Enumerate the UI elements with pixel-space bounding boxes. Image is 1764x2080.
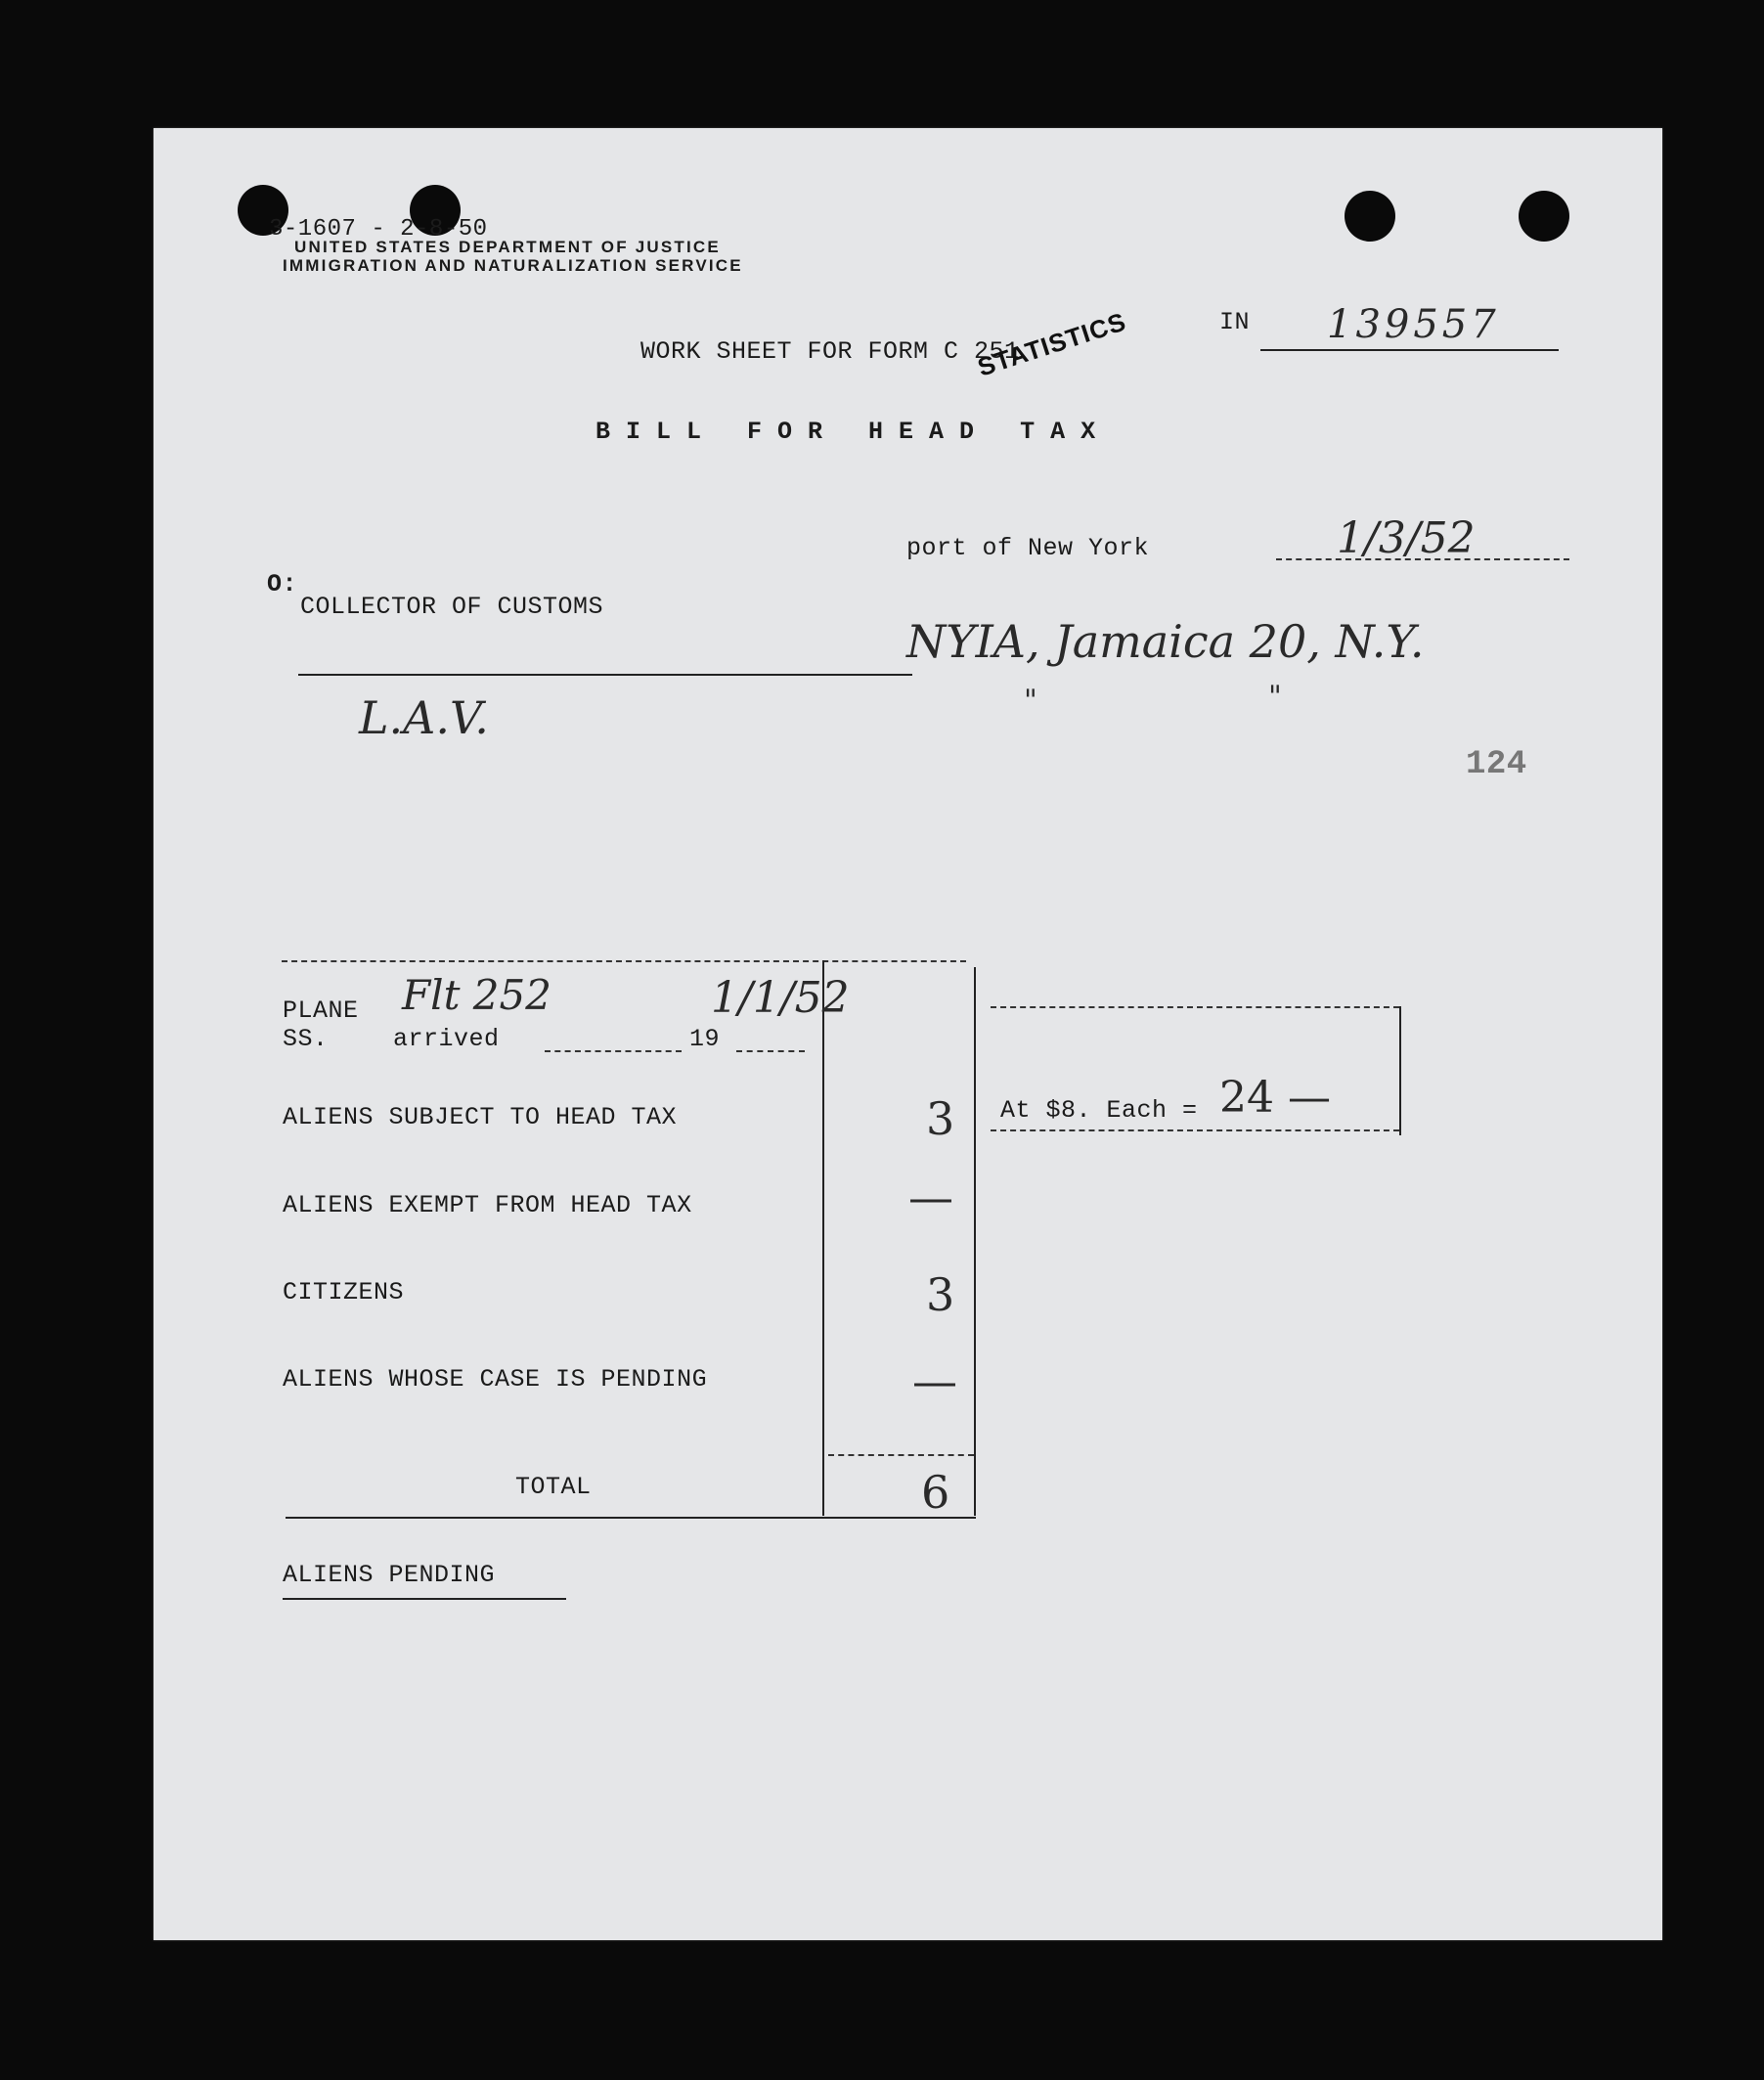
row-value-subject: 3	[926, 1092, 955, 1145]
year-line	[736, 1050, 805, 1052]
table-top-border	[282, 960, 966, 962]
bill-title: B I L L F O R H E A D T A X	[595, 418, 1096, 446]
service-name: IMMIGRATION AND NATURALIZATION SERVICE	[283, 256, 743, 275]
ss-label: SS.	[283, 1025, 329, 1053]
flight-number: Flt 252	[402, 971, 551, 1019]
total-label: TOTAL	[515, 1473, 592, 1501]
port-label: port of New York	[906, 534, 1150, 562]
recipient-location: NYIA, Jamaica 20, N.Y.	[906, 615, 1425, 668]
tax-box-top	[991, 1006, 1399, 1008]
ditto-mark-2: "	[1268, 680, 1282, 714]
arrival-date: 1/1/52	[711, 973, 850, 1023]
row-value-citizens: 3	[926, 1268, 955, 1321]
ditto-mark-1: "	[1024, 684, 1037, 718]
table-divider-left	[822, 960, 824, 1516]
in-label: IN	[1219, 308, 1251, 336]
in-number-underline	[1260, 349, 1559, 351]
statistics-stamp: STATISTICS	[974, 306, 1130, 382]
row-label-pending: ALIENS WHOSE CASE IS PENDING	[283, 1365, 708, 1394]
collector-label: COLLECTOR OF CUSTOMS	[300, 593, 604, 621]
initials: L.A.V.	[359, 691, 489, 744]
year-prefix: 19	[689, 1025, 721, 1053]
table-bottom-border	[286, 1517, 976, 1519]
tax-rate-label: At $8. Each =	[1000, 1096, 1198, 1125]
worksheet-title: WORK SHEET FOR FORM C 251	[640, 337, 1020, 366]
tax-amount: 24 —	[1219, 1073, 1331, 1123]
row-value-pending: —	[912, 1354, 957, 1407]
row-label-subject: ALIENS SUBJECT TO HEAD TAX	[283, 1103, 678, 1131]
arrived-label: arrived	[393, 1025, 500, 1053]
form-number: 3-1607 - 2-8-50	[269, 216, 488, 243]
department-name: UNITED STATES DEPARTMENT OF JUSTICE	[294, 238, 721, 256]
tax-box-right	[1399, 1006, 1401, 1135]
punch-hole-4	[1519, 191, 1569, 242]
plane-label: PLANE	[283, 996, 359, 1025]
to-label: O:	[267, 570, 298, 598]
in-number: 139557	[1327, 302, 1500, 347]
page-number: 124	[1466, 746, 1527, 783]
tax-box-bottom	[991, 1129, 1399, 1131]
aliens-pending-label: ALIENS PENDING	[283, 1561, 496, 1589]
total-value: 6	[921, 1466, 950, 1519]
row-label-exempt: ALIENS EXEMPT FROM HEAD TAX	[283, 1191, 692, 1219]
port-date: 1/3/52	[1337, 513, 1476, 563]
collector-underline	[298, 674, 912, 676]
total-top-border	[828, 1454, 974, 1456]
table-divider-right	[974, 967, 976, 1516]
arrived-line	[545, 1050, 682, 1052]
punch-hole-3	[1345, 191, 1395, 242]
row-label-citizens: CITIZENS	[283, 1278, 405, 1306]
date-underline	[1276, 558, 1569, 560]
document-sheet	[154, 128, 1662, 1940]
row-value-exempt: —	[908, 1171, 953, 1223]
aliens-pending-underline	[283, 1598, 566, 1600]
